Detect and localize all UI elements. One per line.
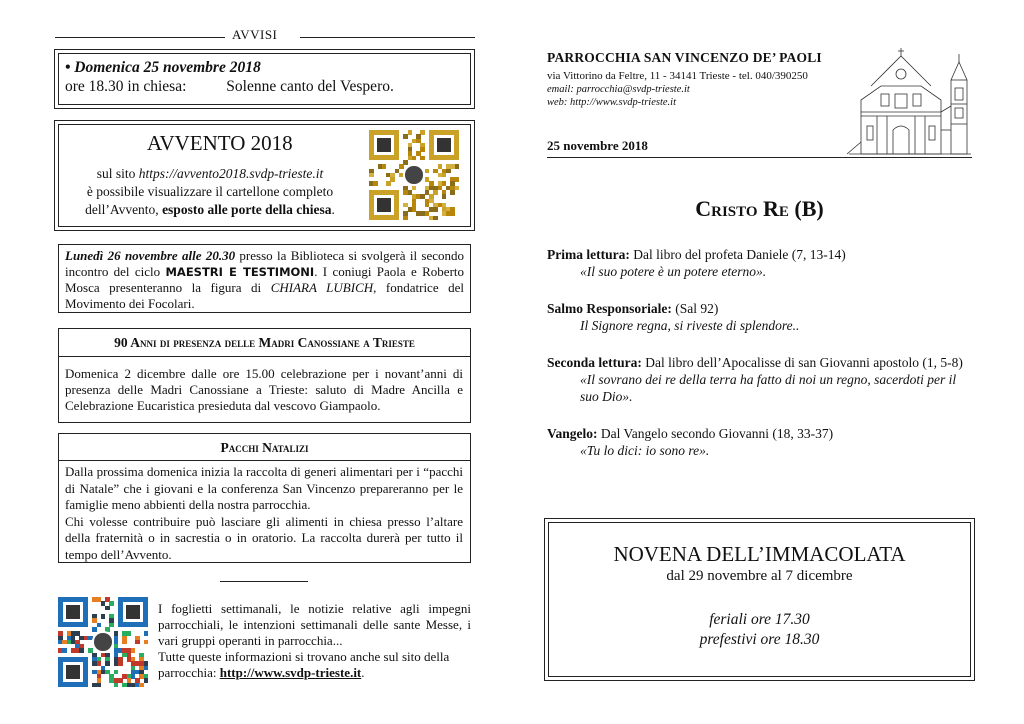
qr-module <box>386 181 391 186</box>
avvisi-rule-right <box>300 37 475 38</box>
pacchi-paragraph-1: Dalla prossima domenica inizia la raccolta di generi alimentari per i “pacchi di Natale” che i giovani e la conferenza San Vincenzo prepareranno per le famiglie meno abbienti della nostra parrocchia. <box>65 464 463 512</box>
header-rule <box>547 157 972 158</box>
feast-title: Cristo Re (B) <box>695 196 824 221</box>
reading-vangelo <box>547 425 972 459</box>
footer-url[interactable]: http://www.svdp-trieste.it <box>219 665 362 680</box>
pacchi-title: Pacchi Natalizi <box>220 440 309 455</box>
qr-module <box>92 627 97 632</box>
canossiane-text: Domenica 2 dicembre dalle ore 15.00 celebrazione per i novant’anni di presenza delle Madri Canossiane a Trieste: saluto di Madre Ancilla e Celebrazione Eucaristica presieduta dal vescovo Giampaolo. <box>65 366 463 413</box>
qr-module <box>109 601 114 606</box>
qr-module <box>399 164 404 169</box>
avvento-url[interactable]: https://avvento2018.svdp-trieste.it <box>138 166 324 181</box>
vespero-date: • Domenica 25 novembre 2018 <box>65 59 261 76</box>
reading-ref: (Sal 92) <box>671 301 719 316</box>
qr-module <box>420 156 425 161</box>
qr-logo <box>403 164 424 185</box>
avvento-bold: esposto alle porte della chiesa <box>162 202 332 217</box>
avvento-period: . <box>331 202 335 217</box>
footer-rule <box>220 581 308 582</box>
qr-module <box>450 190 455 195</box>
maestri-cycle: MAESTRI E TESTIMONI <box>165 265 315 279</box>
vespero-box <box>58 53 471 105</box>
canossiane-box <box>58 328 471 423</box>
qr-module <box>131 648 136 653</box>
pacchi-paragraph-2: Chi volesse contribuire può lasciare gli alimenti in chiesa presso l’altare della fraternità o in sacrestia o in oratorio. La raccolta durerà per tutto il tempo dell’Avvento. <box>65 513 463 562</box>
reading-salmo <box>547 300 972 334</box>
maestri-text1: presso la Biblioteca si svolgerà il secondo incontro del ciclo <box>65 248 465 279</box>
qr-module <box>114 683 119 688</box>
qr-module <box>114 670 119 675</box>
qr-module <box>122 640 127 645</box>
reading-seconda <box>547 354 972 405</box>
vespero-event: Solenne canto del Vespero. <box>226 78 394 95</box>
qr-module <box>403 134 408 139</box>
qr-module <box>442 173 447 178</box>
qr-module <box>118 661 123 666</box>
footer-period: . <box>361 665 365 680</box>
bulletin-date: 25 novembre 2018 <box>547 138 648 153</box>
qr-finder <box>118 597 148 627</box>
novena-title: NOVENA DELL’IMMACOLATA <box>613 542 906 566</box>
qr-module <box>127 631 132 636</box>
qr-module <box>420 130 425 135</box>
qr-module <box>408 130 413 135</box>
qr-module <box>97 623 102 628</box>
qr-module <box>433 207 438 212</box>
qr-module <box>135 640 140 645</box>
parish-web[interactable]: web: http://www.svdp-trieste.it <box>547 97 677 108</box>
qr-module <box>144 631 149 636</box>
footer-paragraph-1: I foglietti settimanali, le notizie relative agli impegni parrocchiali, le intenzioni settimanali delle sante Messe, i vari gruppi operanti in parrocchia... <box>158 601 471 648</box>
qr-finder <box>58 657 88 687</box>
avvento-text-a: sul sito <box>96 166 139 181</box>
novena-prefestivi: prefestivi ore 18.30 <box>699 631 820 648</box>
qr-module <box>433 190 438 195</box>
qr-module <box>97 683 102 688</box>
qr-module <box>412 156 417 161</box>
qr-module <box>403 216 408 221</box>
parish-email[interactable]: email: parrocchia@svdp-trieste.it <box>547 84 690 95</box>
qr-module <box>79 648 84 653</box>
qr-finder <box>429 130 459 160</box>
qr-module <box>109 623 114 628</box>
qr-module <box>442 194 447 199</box>
avvisi-rule-left <box>55 37 225 38</box>
reading-quote: «Il suo potere è un potere eterno». <box>580 264 767 279</box>
avvisi-title: AVVISI <box>232 27 278 42</box>
reading-quote: «Il sovrano dei re della terra ha fatto di noi un regno, sacerdoti per il suo Dio». <box>580 372 957 404</box>
novena-dates: dal 29 novembre al 7 dicembre <box>666 568 853 584</box>
qr-module <box>62 648 67 653</box>
avvento-box <box>58 124 471 227</box>
qr-module <box>403 160 408 165</box>
reading-quote: Il Signore regna, si riveste di splendore.. <box>580 318 800 333</box>
reading-ref: Dal Vangelo secondo Giovanni (18, 33-37) <box>597 426 834 441</box>
reading-ref: Dal libro del profeta Daniele (7, 13-14) <box>629 247 846 262</box>
qr-module <box>455 164 460 169</box>
vespero-time: ore 18.30 in chiesa: <box>65 78 187 95</box>
site-qr-code[interactable] <box>58 597 148 687</box>
reading-label: Prima lettura: <box>547 247 630 262</box>
qr-finder <box>369 190 399 220</box>
qr-module <box>144 678 149 683</box>
qr-module <box>373 181 378 186</box>
reading-label: Seconda lettura: <box>547 355 642 370</box>
qr-module <box>105 661 110 666</box>
reading-ref: Dal libro dell’Apocalisse di san Giovanni apostolo (1, 5-8) <box>641 355 963 370</box>
maestri-text3: , fondatrice del Movimento dei Focolari. <box>65 280 464 311</box>
qr-module <box>455 186 460 191</box>
avvento-qr-code[interactable] <box>369 130 459 220</box>
church-illustration <box>847 42 975 156</box>
qr-module <box>144 640 149 645</box>
novena-box <box>548 522 971 677</box>
qr-module <box>446 169 451 174</box>
canossiane-title: 90 Anni di presenza delle Madri Canossiane a Trieste <box>114 335 415 350</box>
avvento-text-c: dell’Avvento, <box>85 202 163 217</box>
avvento-line2: è possibile visualizzare il cartellone completo <box>86 184 334 199</box>
maestri-date: Lunedì 26 novembre alle 20.30 <box>65 248 236 263</box>
reading-quote: «Tu lo dici: io sono re». <box>580 443 710 458</box>
qr-logo <box>92 631 113 652</box>
qr-finder <box>58 597 88 627</box>
qr-module <box>139 683 144 688</box>
qr-module <box>425 169 430 174</box>
reading-label: Vangelo: <box>547 426 598 441</box>
parish-address: via Vittorino da Feltre, 11 - 34141 Trieste - tel. 040/390250 <box>547 70 808 82</box>
parish-name: PARROCCHIA SAN VINCENZO DE’ PAOLI <box>547 50 822 65</box>
qr-module <box>455 177 460 182</box>
qr-module <box>420 147 425 152</box>
maestri-name: CHIARA LUBICH <box>270 280 374 295</box>
novena-feriali: feriali ore 17.30 <box>709 611 810 628</box>
avvento-title: AVVENTO 2018 <box>147 131 293 155</box>
qr-module <box>369 173 374 178</box>
qr-module <box>433 216 438 221</box>
pacchi-box <box>58 433 471 563</box>
footer-text: Tutte queste informazioni si trovano anche sul sito della parrocchia: <box>158 649 450 680</box>
qr-module <box>390 177 395 182</box>
reading-label: Salmo Responsoriale: <box>547 301 672 316</box>
qr-module <box>101 614 106 619</box>
qr-module <box>412 186 417 191</box>
qr-finder <box>369 130 399 160</box>
maestri-text2: . I coniugi Paola e Roberto Mosca presenteranno la figura di <box>65 264 465 295</box>
reading-prima <box>547 246 972 280</box>
qr-module <box>144 666 149 671</box>
qr-module <box>105 606 110 611</box>
qr-module <box>382 164 387 169</box>
maestri-box <box>58 244 471 313</box>
qr-module <box>450 211 455 216</box>
